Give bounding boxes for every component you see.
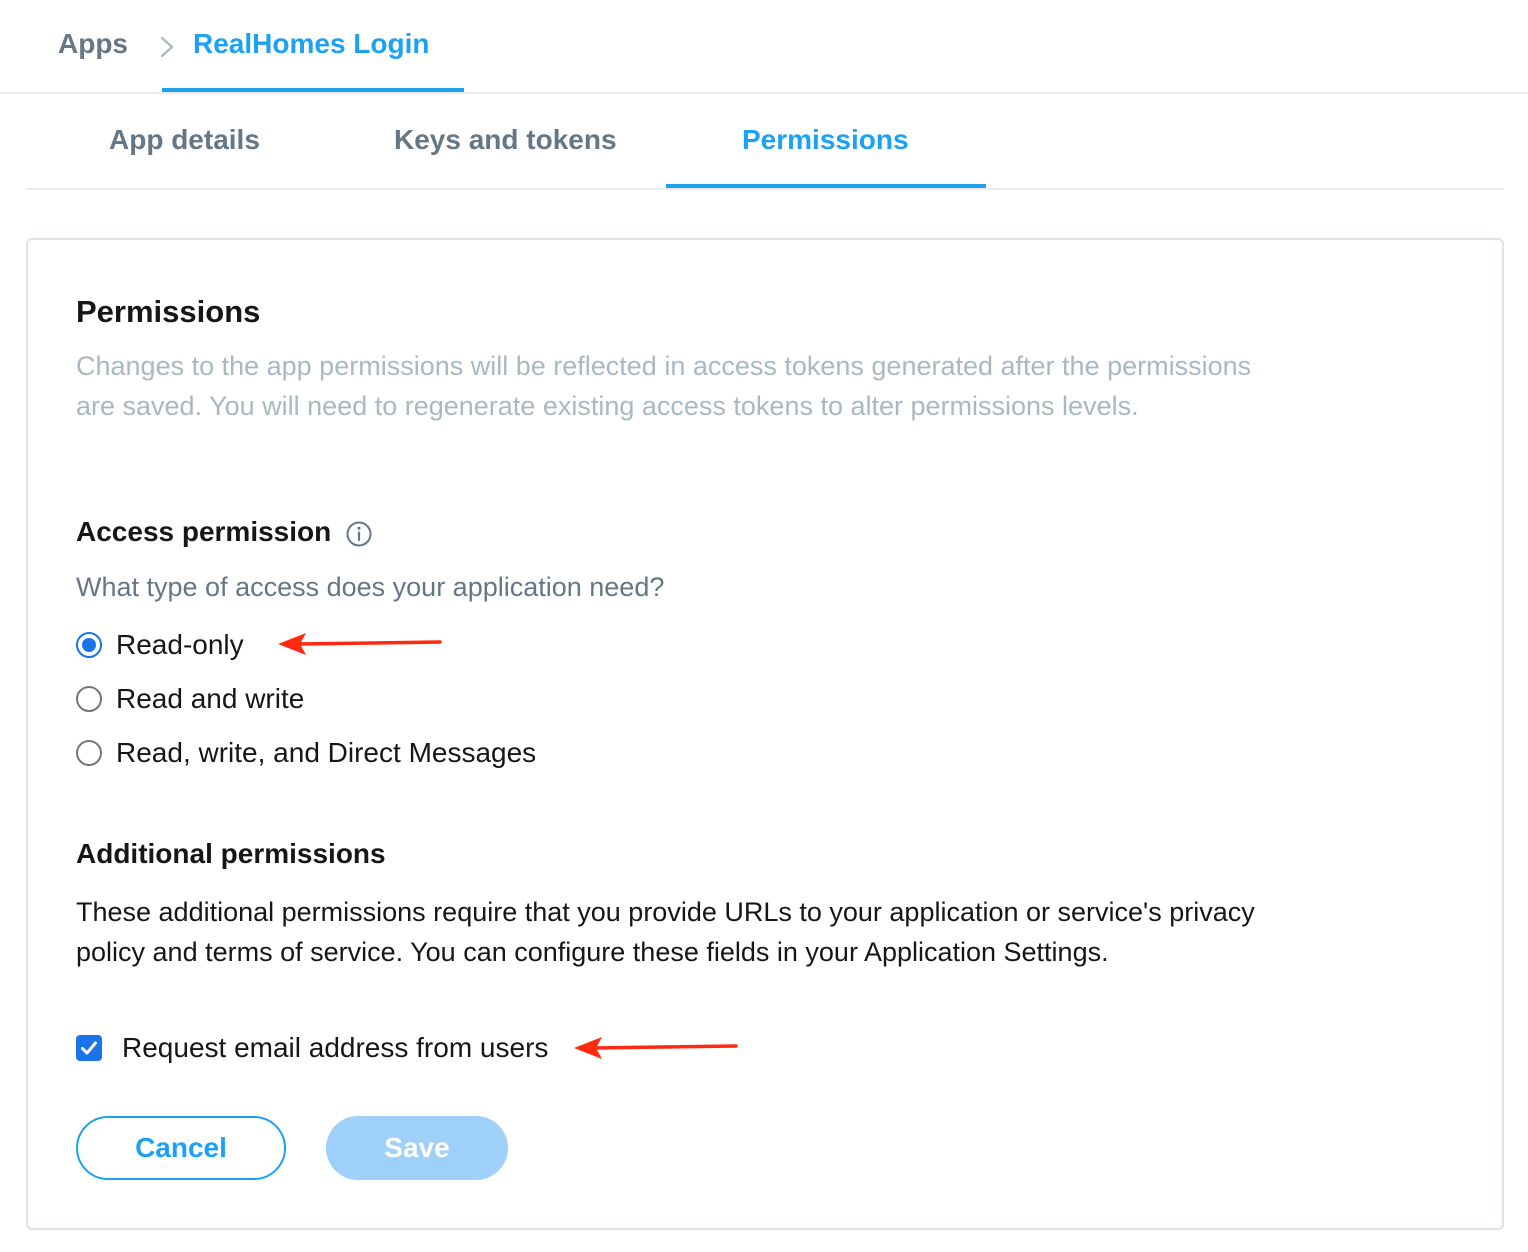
radio-button-selected[interactable] bbox=[76, 632, 102, 658]
radio-button[interactable] bbox=[76, 686, 102, 712]
page-title: Permissions bbox=[76, 294, 261, 329]
checkmark-icon bbox=[79, 1038, 99, 1058]
tab-active-indicator bbox=[666, 184, 986, 188]
radio-read-and-write[interactable] bbox=[76, 684, 304, 714]
breadcrumb-current[interactable]: RealHomes Login bbox=[193, 28, 430, 59]
access-permission-heading: Access permission bbox=[76, 516, 332, 547]
tab-keys-and-tokens[interactable]: Keys and tokens bbox=[394, 124, 617, 155]
breadcrumb bbox=[0, 0, 1528, 94]
chevron-right-icon bbox=[156, 32, 178, 62]
tab-permissions[interactable]: Permissions bbox=[742, 124, 909, 155]
tab-app-details[interactable]: App details bbox=[109, 124, 260, 155]
breadcrumb-apps-link[interactable]: Apps bbox=[58, 28, 128, 59]
save-button[interactable]: Save bbox=[326, 1116, 508, 1180]
request-email-label: Request email address from users bbox=[122, 1032, 549, 1063]
additional-permissions-heading: Additional permissions bbox=[76, 838, 386, 869]
radio-read-write-dm[interactable] bbox=[76, 738, 536, 768]
radio-label: Read and write bbox=[116, 683, 305, 714]
radio-read-only[interactable] bbox=[76, 630, 244, 660]
radio-button[interactable] bbox=[76, 740, 102, 766]
tab-bar bbox=[26, 94, 1504, 190]
permissions-description: Changes to the app permissions will be reflected in access tokens generated after the permissions are saved. You will need to regenerate existing access tokens to alter permissions levels. bbox=[76, 351, 1252, 421]
arrow-left-icon bbox=[276, 630, 444, 658]
access-question: What type of access does your application need? bbox=[76, 572, 665, 602]
additional-permissions-description: These additional permissions require that you provide URLs to your application or service's privacy policy and terms of service. You can configure these fields in your Application Settings. bbox=[76, 897, 1255, 967]
cancel-button[interactable]: Cancel bbox=[76, 1116, 286, 1180]
request-email-checkbox-row[interactable] bbox=[76, 1032, 548, 1064]
radio-label: Read, write, and Direct Messages bbox=[116, 737, 537, 768]
request-email-checkbox[interactable] bbox=[76, 1035, 102, 1061]
arrow-left-icon bbox=[572, 1034, 740, 1062]
breadcrumb-active-indicator bbox=[162, 88, 464, 92]
radio-label: Read-only bbox=[116, 629, 244, 660]
info-icon[interactable] bbox=[345, 520, 373, 548]
